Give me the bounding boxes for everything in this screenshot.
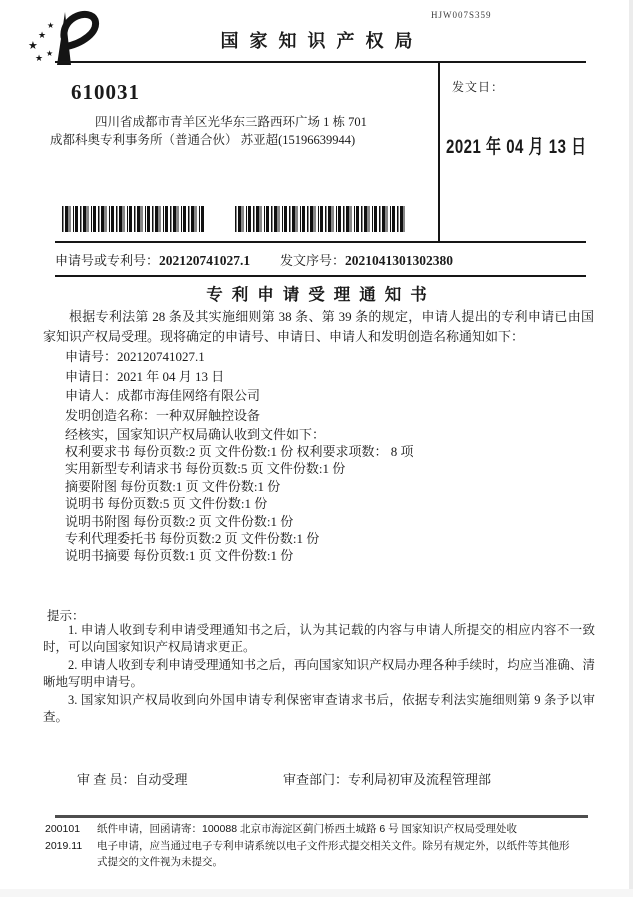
footer-row1-code: 200101 <box>45 823 81 835</box>
tip-item: 1. 申请人收到专利申请受理通知书之后，认为其记载的内容与申请人所提交的相应内容不一致时，可以向国家知识产权局请求更正。 <box>43 623 595 655</box>
serial-number-row <box>280 250 453 269</box>
field-invention-title: 发明创造名称：一种双屏触控设备 <box>65 407 261 423</box>
svg-text:★: ★ <box>28 40 38 52</box>
field-applicant: 申请人：成都市海佳网络有限公司 <box>65 388 261 403</box>
issue-date-value: 2021 年 04 月 13 日 <box>446 135 587 158</box>
tip-item: 3. 国家知识产权局收到向外国申请专利保密审查请求书后，依据专利法实施细则第 9 条予以审查。 <box>43 692 595 725</box>
tip-item: 2. 申请人收到专利申请受理通知书之后，再向国家知识产权局办理各种手续时，均应当准确、清晰地写明申请号。 <box>43 657 595 690</box>
document-item: 专利代理委托书 每份页数:2 页 文件份数:1 份 <box>65 531 320 547</box>
agency-title: 国家知识产权局 <box>220 31 424 51</box>
field-application-number: 申请号：202120741027.1 <box>65 349 205 364</box>
svg-text:★: ★ <box>46 49 54 58</box>
field-application-date: 申请日：2021 年 04 月 13 日 <box>65 368 225 384</box>
application-number-row <box>55 250 250 269</box>
issue-date-label: 发文日： <box>452 80 505 94</box>
application-number-value: 202120741027.1 <box>159 253 251 268</box>
notice-title: 专利申请受理通知书 <box>206 286 436 304</box>
footer-row2-text: 电子申请，应当通过电子专利申请系统以电子文件形式提交相关文件。除另有规定外，以纸件等其他形式提交的文件视为未提交。 <box>97 840 570 868</box>
scan-edge-right <box>629 0 633 897</box>
serial-number-value: 2021041301302380 <box>345 253 454 268</box>
footer-row2-code: 2019.11 <box>45 840 83 852</box>
barcode-serial <box>235 206 405 232</box>
document-item: 权利要求书 每份页数:2 页 文件份数:1 份 权利要求项数： 8 项 <box>65 444 414 459</box>
svg-text:★: ★ <box>47 21 55 30</box>
tips-label: 提示： <box>47 609 85 623</box>
reference-row-bottom-rule <box>55 275 586 277</box>
department-label: 审查部门： <box>283 772 349 787</box>
received-documents-list <box>65 443 413 565</box>
recipient-address-line1: 四川省成都市青羊区光华东三路西环广场 1 栋 701 <box>95 115 367 129</box>
department-value: 专利局初审及流程管理部 <box>348 772 492 787</box>
header-vertical-divider <box>438 62 440 242</box>
application-number-label: 申请号或专利号： <box>55 253 160 268</box>
document-item: 说明书摘要 每份页数:1 页 文件份数:1 份 <box>65 548 294 564</box>
examiner-value: 自动受理 <box>135 772 188 787</box>
header-rule <box>55 61 586 63</box>
recipient-postal-code: 610031 <box>71 80 140 104</box>
header-box-bottom-rule <box>55 241 586 243</box>
examiner-label: 审 查 员： <box>77 772 136 787</box>
tips-list <box>43 622 595 726</box>
examiner-row <box>77 769 188 788</box>
document-form-code: HJW007S359 <box>431 10 492 20</box>
svg-text:★: ★ <box>35 53 44 63</box>
document-item: 说明书 每份页数:5 页 文件份数:1 份 <box>65 496 268 512</box>
application-fields <box>65 347 260 425</box>
document-item: 说明书附图 每份页数:2 页 文件份数:1 份 <box>65 513 294 529</box>
document-item: 摘要附图 每份页数:1 页 文件份数:1 份 <box>65 478 281 494</box>
department-row <box>283 769 491 788</box>
serial-number-label: 发文序号： <box>280 253 346 268</box>
barcode-application <box>62 206 205 232</box>
scan-edge-bottom <box>0 889 633 897</box>
received-documents-intro: 经核实，国家知识产权局确认收到文件如下： <box>65 427 326 442</box>
notice-intro-paragraph: 根据专利法第 28 条及其实施细则第 38 条、第 39 条的规定，申请人提出的专利申请已由国家知识产权局受理。现将确定的申请号、申请日、申请人和发明创造名称通知如下： <box>43 309 594 344</box>
recipient-address-line2: 成都科奥专利事务所（普通合伙） 苏亚超(15196639944) <box>50 133 356 147</box>
footer-row1-text: 纸件申请，回函请寄：100088 北京市海淀区蓟门桥西土城路 6 号 国家知识产权局受理处收 <box>97 823 518 835</box>
footer-rule <box>55 815 588 818</box>
svg-text:★: ★ <box>38 30 47 40</box>
document-item: 实用新型专利请求书 每份页数:5 页 文件份数:1 份 <box>65 461 346 477</box>
